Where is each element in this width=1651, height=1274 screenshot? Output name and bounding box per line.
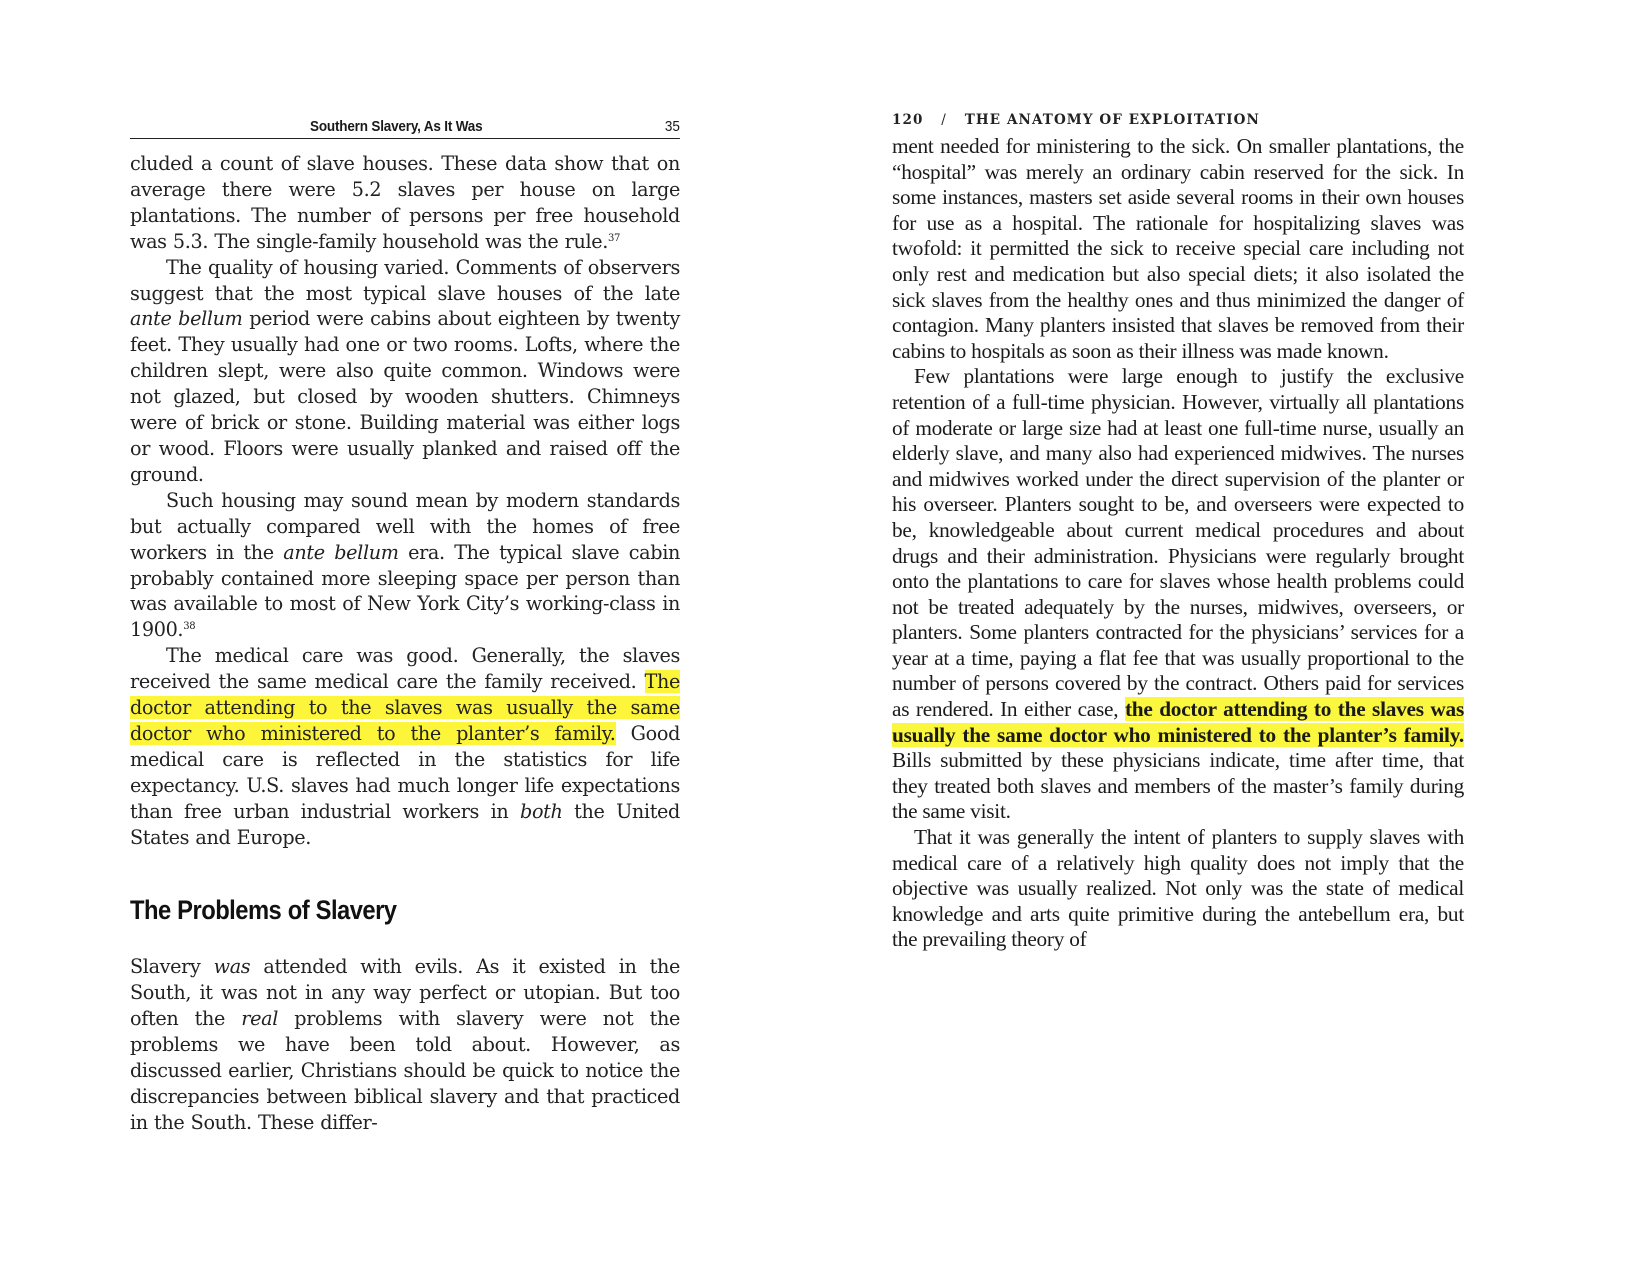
highlighted-text: the doctor attending to the slaves was usually the same doctor who ministered to the planter’s family. xyxy=(892,697,1464,747)
left-running-head xyxy=(130,108,680,139)
italic-text: real xyxy=(241,1007,278,1031)
left-page-number: 35 xyxy=(664,118,680,135)
right-running-head xyxy=(892,112,1464,134)
left-book-page xyxy=(130,108,680,1136)
paragraph: The medical care was good. Generally, the slaves received the same medical care the family received. The doctor attending to the slaves was usually the same doctor who ministered to the planter’s family. Good medical care is reflected in the statistics for life expectancy. U.S. slaves had much longer life expectations than free urban industrial workers in both the United States and Europe. xyxy=(130,644,680,849)
right-body-text xyxy=(892,134,1464,953)
italic-text: was xyxy=(213,955,251,979)
paragraph: Such housing may sound mean by modern standards but actually compared well with the homes of free workers in the ante bellum era. The typical slave cabin probably contained more sleeping space per person than was available to most of New York City’s working-class in 1900.38 xyxy=(130,488,680,642)
paragraph: That it was generally the intent of planters to supply slaves with medical care of a relatively high quality does not imply that the objective was usually realized. Not only was the state of medical knowledge and arts quite primitive during the antebellum era, but the prevailing theory of xyxy=(892,825,1464,952)
italic-text: both xyxy=(520,799,563,823)
section-heading: The Problems of Slavery xyxy=(130,895,397,926)
section-paragraphs xyxy=(130,954,680,1135)
paragraph: The quality of housing varied. Comments of observers suggest that the most typical slave houses of the late ante bellum period were cabins about eighteen by twenty feet. They usually had one or two rooms. Lofts, where the children slept, were also quite common. Windows were not glazed, but closed by wooden shutters. Chimneys were of brick or stone. Building material was either logs or wood. Floors were usually planked and raised off the ground. xyxy=(130,255,680,486)
paragraph: Few plantations were large enough to justify the exclusive retention of a full-time physician. However, virtually all plantations of moderate or large size had at least one full-time nurse, usually an elderly slave, and many also had experienced midwives. The nurses and midwives worked under the direct supervision of the planter or his overseer. Planters sought to be, and overseers were expected to be, knowledgeable about current medical procedures and about drugs and their administration. Physicians were regularly brought onto the plantations to care for slaves whose health problems could not be treated adequately by the nurses, midwives, overseers, or planters. Some planters contracted for the physicians’ services for a year at a time, paying a flat fee that was usually proportional to the number of persons covered by the contract. Others paid for services as rendered. In either case, the doctor attending to the slaves was usually the same doctor who ministered to the planter’s family. Bills submitted by these physicians indicate, time after time, that they treated both slaves and members of the master’s family during the same visit. xyxy=(892,364,1464,824)
footnote-marker: 38 xyxy=(183,621,196,633)
left-running-head-title: Southern Slavery, As It Was xyxy=(310,118,483,135)
italic-text: ante bellum xyxy=(283,540,399,564)
highlighted-text: The doctor attending to the slaves was usually the same doctor who ministered to the planter’s family. xyxy=(130,670,680,745)
left-body-text xyxy=(130,151,680,1136)
right-page-number: 120 xyxy=(892,112,924,128)
paragraph: ment needed for ministering to the sick. On smaller plantations, the “hospital” was merely an ordinary cabin reserved for the sick. In some instances, masters set aside several rooms in their own houses for use as a hospital. The rationale for hospitalizing slaves was twofold: it permitted the sick to receive special care including not only rest and medication but also special diets; it also isolated the sick slaves from the healthy ones and thus minimized the danger of contagion. Many planters insisted that slaves be removed from their cabins to hospitals as soon as their illness was made known. xyxy=(892,134,1464,363)
footnote-marker: 37 xyxy=(608,232,621,244)
paragraph: Slavery was attended with evils. As it existed in the South, it was not in any way perfect or utopian. But too often the real problems with slavery were not the problems we have been told about. However, as discussed earlier, Christians should be quick to notice the discrepancies between biblical slavery and that practiced in the South. These differ- xyxy=(130,955,680,1134)
left-paragraphs xyxy=(130,151,680,850)
running-head-separator: / xyxy=(941,112,947,128)
right-book-page xyxy=(892,112,1464,953)
right-running-head-title: THE ANATOMY OF EXPLOITATION xyxy=(964,112,1260,128)
paragraph: cluded a count of slave houses. These data show that on average there were 5.2 slaves per house on large plantations. The number of persons per free household was 5.3. The single-family household was the rule.$^{37}$ xyxy=(130,152,680,253)
italic-text: ante bellum xyxy=(130,307,243,331)
